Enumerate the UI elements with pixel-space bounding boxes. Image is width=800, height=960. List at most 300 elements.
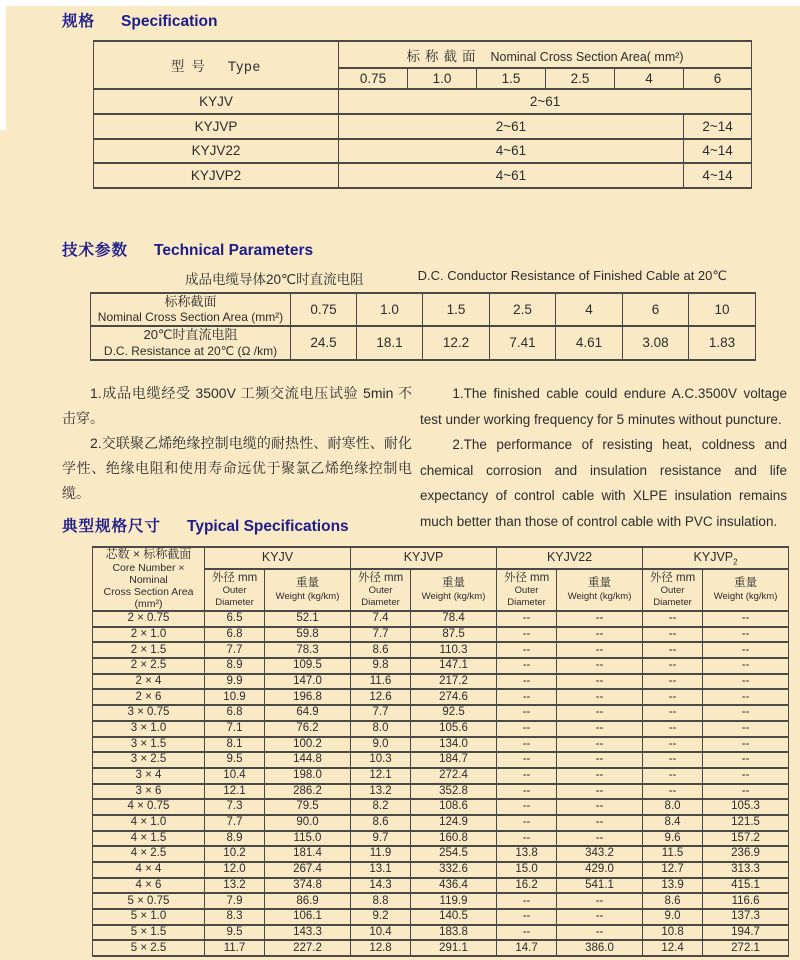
value-cell: 7.7 [351,705,411,721]
table-row [93,705,789,721]
value-cell: -- [643,721,703,737]
value-cell: 181.4 [265,846,351,862]
value-cell: 7.7 [205,642,265,658]
value-cell: 236.9 [703,846,789,862]
size-cell: 4 × 6 [93,878,205,894]
subheader-zh: 重量 [588,577,612,590]
type-cell: KYJV [94,89,339,114]
value-cell: 106.1 [265,909,351,925]
value-cell: 137.3 [703,909,789,925]
size-cell: 5 × 1.0 [93,909,205,925]
value-cell: -- [703,784,789,800]
value-cell: 194.7 [703,925,789,941]
table-row [94,139,752,164]
value-cell: 119.9 [411,893,497,909]
subheader-en: Outer Diameter [361,585,400,608]
type-label-en: Type [227,59,262,74]
type-cell: KYJV22 [94,139,339,164]
value-cell: 86.9 [265,893,351,909]
table-row [94,114,752,139]
group-name: KYJV [261,549,294,564]
group-name: KYJVP [403,549,444,564]
size-header-cell: 1.5 [477,68,546,89]
heading-en: Specification [121,13,218,30]
size-header-cell: 6 [684,68,752,89]
value-cell: -- [643,705,703,721]
value-cell: -- [703,642,789,658]
value-cell: -- [497,642,557,658]
value-cell: 134.0 [411,737,497,753]
value-cell: 140.5 [411,909,497,925]
table-row [93,815,789,831]
value-cell: 429.0 [557,862,643,878]
value-cell: 105.3 [703,799,789,815]
size-cell: 2 × 1.0 [93,627,205,643]
value-cell: 8.1 [205,737,265,753]
group-header-kyjv [205,547,351,569]
size-cell: 10 [689,293,756,326]
table-row [93,768,789,784]
size-cell: 4 × 1.0 [93,815,205,831]
row-label-en: D.C. Resistance at 20℃ (Ω /km) [103,343,278,358]
table-row [93,547,789,569]
value-cell: -- [703,721,789,737]
value-cell: -- [557,611,643,627]
value-cell: 52.1 [265,611,351,627]
value-cell: -- [497,925,557,941]
value-cell: 7.9 [205,893,265,909]
heading-zh: 规格 [62,13,96,30]
value-cell: 147.1 [411,658,497,674]
size-cell: 2 × 0.75 [93,611,205,627]
value-cell: -- [557,831,643,847]
value-cell: 8.2 [351,799,411,815]
value-cell: 8.8 [351,893,411,909]
value-cell: 6.8 [205,627,265,643]
value-cell: 115.0 [265,831,351,847]
tech-caption-en: D.C. Conductor Resistance of Finished Cable at 20℃ [417,268,727,283]
value-cell: 87.5 [411,627,497,643]
table-row [93,674,789,690]
value-cell: 24.5 [291,326,357,359]
group-header-kyjvp [351,547,497,569]
section-heading-typical-specifications [62,514,349,536]
subheader-zh: 外径 mm [211,571,258,584]
value-cell: -- [497,784,557,800]
value-cell: -- [557,689,643,705]
value-cell: 11.5 [643,846,703,862]
value-cell: 14.7 [497,940,557,956]
row-label-zh: 20℃时直流电阻 [143,327,238,343]
subheader-weight [703,569,789,611]
table-row [93,658,789,674]
group-name: KYJV22 [546,549,593,564]
value-cell: 8.3 [205,909,265,925]
value-cell: 374.8 [265,878,351,894]
value-cell: 436.4 [411,878,497,894]
heading-zh: 典型规格尺寸 [62,518,162,535]
value-cell: -- [557,627,643,643]
value-cell: 13.2 [205,878,265,894]
section-heading-specification [62,9,217,31]
size-cell: 3 × 1.5 [93,737,205,753]
value-cell: 13.2 [351,784,411,800]
size-cell: 4 × 1.5 [93,831,205,847]
subheader-en: Weight (kg/km) [713,591,778,603]
value-cell: 332.6 [411,862,497,878]
note-en-1: 1.The finished cable could endure A.C.3500V voltage test under working frequency for 5 minutes without puncture. [420,386,787,427]
group-sub: 2 [733,557,738,567]
table-row [94,89,752,114]
subheader-zh: 外径 mm [649,571,696,584]
range-cell: 4~14 [684,163,752,188]
value-cell: -- [497,831,557,847]
section-heading-technical-parameters [62,238,313,260]
value-cell: 9.6 [643,831,703,847]
value-cell: -- [643,737,703,753]
corner-line-zh: 芯数 × 标称截面 [105,547,192,561]
value-cell: 10.8 [643,925,703,941]
value-cell: 291.1 [411,940,497,956]
heading-en: Typical Specifications [187,518,349,535]
value-cell: 9.5 [205,752,265,768]
value-cell: 7.1 [205,721,265,737]
value-cell: 12.6 [351,689,411,705]
value-cell: -- [557,674,643,690]
value-cell: 7.41 [490,326,556,359]
size-cell: 2.5 [490,293,556,326]
size-cell: 3 × 4 [93,768,205,784]
type-cell: KYJVP [94,114,339,139]
typical-specs-table [92,546,789,957]
value-cell: 9.0 [351,737,411,753]
value-cell: 144.8 [265,752,351,768]
value-cell: 12.1 [351,768,411,784]
size-cell: 3 × 0.75 [93,705,205,721]
value-cell: 116.6 [703,893,789,909]
value-cell: -- [497,893,557,909]
value-cell: -- [557,909,643,925]
table-row [93,925,789,941]
value-cell: -- [557,784,643,800]
corner-line-en1: Core Number × Nominal [112,561,185,586]
value-cell: 59.8 [265,627,351,643]
value-cell: 8.6 [643,893,703,909]
value-cell: -- [703,674,789,690]
note-zh-2: 2.交联聚乙烯绝缘控制电缆的耐热性、耐寒性、耐化学性、绝缘电阻和使用寿命远优于聚氯乙烯绝缘控制电缆。 [62,435,412,501]
heading-zh: 技术参数 [62,242,129,259]
value-cell: 14.3 [351,878,411,894]
size-cell: 2 × 2.5 [93,658,205,674]
size-cell: 4 [556,293,623,326]
value-cell: -- [497,909,557,925]
value-cell: -- [703,752,789,768]
value-cell: 4.61 [556,326,623,359]
table-row [93,909,789,925]
value-cell: 78.4 [411,611,497,627]
notes-chinese [62,381,412,506]
value-cell: 9.9 [205,674,265,690]
specification-table [93,40,752,189]
table-row [93,799,789,815]
value-cell: -- [703,689,789,705]
table-row [93,846,789,862]
size-cell: 5 × 0.75 [93,893,205,909]
value-cell: -- [497,674,557,690]
size-header-cell: 1.0 [408,68,477,89]
type-header-cell [94,41,339,89]
value-cell: 10.2 [205,846,265,862]
value-cell: 16.2 [497,878,557,894]
value-cell: -- [557,925,643,941]
size-cell: 6 [623,293,689,326]
value-cell: 109.5 [265,658,351,674]
value-cell: 12.0 [205,862,265,878]
table-row [91,293,756,326]
value-cell: -- [497,815,557,831]
value-cell: -- [497,768,557,784]
group-header-kyjvp2 [643,547,789,569]
subheader-zh: 外径 mm [357,571,404,584]
value-cell: -- [557,705,643,721]
range-cell: 4~61 [339,163,684,188]
value-cell: 274.6 [411,689,497,705]
size-cell: 5 × 2.5 [93,940,205,956]
table-row [93,878,789,894]
value-cell: -- [703,611,789,627]
row-label-cell [91,326,291,359]
value-cell: -- [643,674,703,690]
size-cell: 4 × 0.75 [93,799,205,815]
value-cell: -- [497,721,557,737]
value-cell: 9.8 [351,658,411,674]
value-cell: -- [557,658,643,674]
value-cell: 12.2 [423,326,490,359]
value-cell: 124.9 [411,815,497,831]
value-cell: 18.1 [357,326,423,359]
value-cell: 343.2 [557,846,643,862]
value-cell: 108.6 [411,799,497,815]
value-cell: 143.3 [265,925,351,941]
value-cell: 9.7 [351,831,411,847]
value-cell: -- [557,752,643,768]
size-cell: 2 × 6 [93,689,205,705]
value-cell: 157.2 [703,831,789,847]
value-cell: 12.7 [643,862,703,878]
subheader-outer-diameter [351,569,411,611]
size-cell: 5 × 1.5 [93,925,205,941]
value-cell: 12.4 [643,940,703,956]
value-cell: 7.3 [205,799,265,815]
table-row [93,689,789,705]
subheader-weight [265,569,351,611]
value-cell: -- [497,689,557,705]
range-cell: 2~14 [684,114,752,139]
value-cell: 183.8 [411,925,497,941]
table-row [91,326,756,359]
value-cell: -- [703,627,789,643]
table-row [93,721,789,737]
notes-english [420,381,787,534]
scan-margin-top [0,0,800,6]
value-cell: 78.3 [265,642,351,658]
value-cell: -- [557,815,643,831]
value-cell: -- [497,705,557,721]
value-cell: 286.2 [265,784,351,800]
value-cell: 6.5 [205,611,265,627]
table-row [93,611,789,627]
value-cell: 267.4 [265,862,351,878]
subheader-en: Weight (kg/km) [567,591,632,603]
size-header-cell: 2.5 [546,68,615,89]
value-cell: 79.5 [265,799,351,815]
subheader-en: Weight (kg/km) [275,591,340,603]
value-cell: 13.9 [643,878,703,894]
value-cell: -- [643,689,703,705]
table-row [93,627,789,643]
size-cell: 3 × 6 [93,784,205,800]
value-cell: -- [557,721,643,737]
row-label-en: Nominal Cross Section Area (mm²) [97,310,284,325]
value-cell: -- [497,658,557,674]
subheader-en: Weight (kg/km) [421,591,486,603]
size-cell: 3 × 2.5 [93,752,205,768]
size-cell: 4 × 2.5 [93,846,205,862]
table-row [93,831,789,847]
value-cell: -- [643,768,703,784]
corner-header-cell [93,547,205,611]
value-cell: 13.8 [497,846,557,862]
size-cell: 1.5 [423,293,490,326]
corner-line-en2: Cross Section Area (mm²) [103,585,194,610]
typical-table-body [93,611,789,956]
value-cell: -- [497,611,557,627]
nominal-area-header-cell [339,41,752,68]
subheader-outer-diameter [497,569,557,611]
value-cell: 8.6 [351,815,411,831]
value-cell: -- [557,642,643,658]
subheader-en: Outer Diameter [653,585,692,608]
table-row [93,940,789,956]
value-cell: 217.2 [411,674,497,690]
range-cell: 4~61 [339,139,684,164]
value-cell: -- [643,784,703,800]
table-row [93,862,789,878]
value-cell: -- [497,737,557,753]
value-cell: -- [643,642,703,658]
value-cell: 9.2 [351,909,411,925]
table-row [93,737,789,753]
type-label-zh: 型号 [170,59,212,74]
value-cell: 13.1 [351,862,411,878]
value-cell: -- [557,737,643,753]
value-cell: 105.6 [411,721,497,737]
value-cell: 198.0 [265,768,351,784]
value-cell: 1.83 [689,326,756,359]
value-cell: -- [557,893,643,909]
value-cell: 386.0 [557,940,643,956]
table-row [94,41,752,68]
table-row [93,893,789,909]
value-cell: 227.2 [265,940,351,956]
subheader-outer-diameter [205,569,265,611]
heading-en: Technical Parameters [154,242,314,259]
table-row [93,642,789,658]
value-cell: -- [703,737,789,753]
value-cell: 100.2 [265,737,351,753]
subheader-en: Outer Diameter [215,585,254,608]
range-cell: 2~61 [339,114,684,139]
value-cell: 12.8 [351,940,411,956]
value-cell: 254.5 [411,846,497,862]
group-header-kyjv22 [497,547,643,569]
value-cell: 160.8 [411,831,497,847]
value-cell: 272.1 [703,940,789,956]
value-cell: 272.4 [411,768,497,784]
value-cell: 12.1 [205,784,265,800]
size-cell: 0.75 [291,293,357,326]
value-cell: 92.5 [411,705,497,721]
value-cell: 10.3 [351,752,411,768]
subheader-zh: 重量 [734,577,758,590]
value-cell: 196.8 [265,689,351,705]
value-cell: -- [643,611,703,627]
size-cell: 2 × 1.5 [93,642,205,658]
value-cell: 64.9 [265,705,351,721]
size-cell: 1.0 [357,293,423,326]
value-cell: -- [497,627,557,643]
value-cell: 313.3 [703,862,789,878]
subheader-en: Outer Diameter [507,585,546,608]
nominal-area-en: Nominal Cross Section Area( mm²) [490,49,684,64]
subheader-zh: 外径 mm [503,571,550,584]
group-name: KYJVP [693,549,734,564]
tech-table-captions [90,268,755,288]
range-cell: 2~61 [339,89,752,114]
note-en-2: 2.The performance of resisting heat, coldness and chemical corrosion and insulation resistance and life expectancy of control cable with XLPE insulation remains much better than those of control cable with PVC insulation. [420,437,787,529]
value-cell: 7.4 [351,611,411,627]
table-row [93,752,789,768]
table-row [94,163,752,188]
value-cell: 9.5 [205,925,265,941]
row-label-cell [91,293,291,326]
value-cell: 15.0 [497,862,557,878]
value-cell: 11.7 [205,940,265,956]
nominal-area-zh: 标称截面 [406,48,481,64]
value-cell: 7.7 [205,815,265,831]
row-label-zh: 标称截面 [164,294,217,309]
value-cell: 11.6 [351,674,411,690]
value-cell: 8.0 [643,799,703,815]
value-cell: -- [643,627,703,643]
value-cell: -- [643,658,703,674]
value-cell: -- [703,705,789,721]
size-cell: 2 × 4 [93,674,205,690]
range-cell: 4~14 [684,139,752,164]
value-cell: 352.8 [411,784,497,800]
size-cell: 3 × 1.0 [93,721,205,737]
value-cell: 3.08 [623,326,689,359]
value-cell: 8.9 [205,831,265,847]
value-cell: 90.0 [265,815,351,831]
value-cell: -- [497,799,557,815]
size-header-cell: 4 [615,68,684,89]
value-cell: -- [703,768,789,784]
value-cell: 541.1 [557,878,643,894]
value-cell: 110.3 [411,642,497,658]
value-cell: 121.5 [703,815,789,831]
note-zh-1: 1.成品电缆经受 3500V 工频交流电压试验 5min 不击穿。 [62,385,412,426]
